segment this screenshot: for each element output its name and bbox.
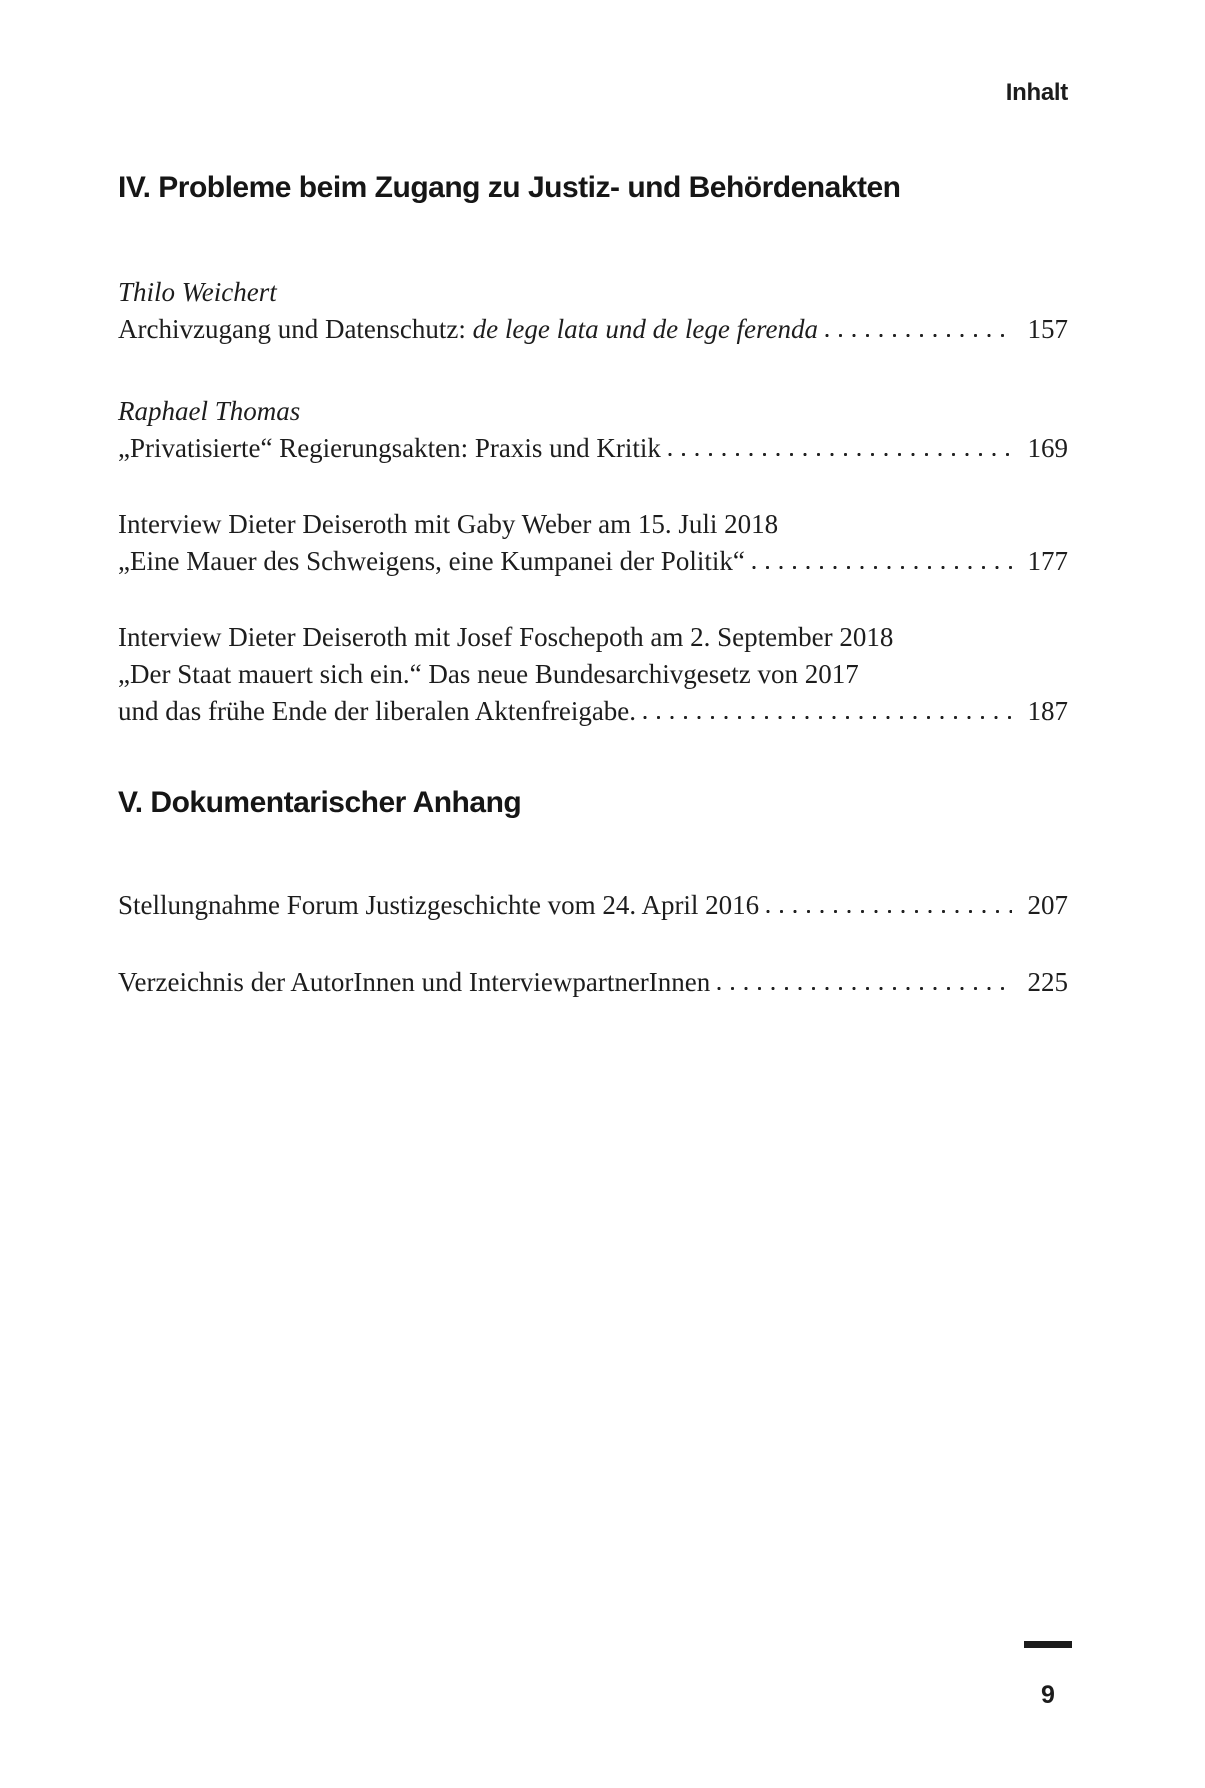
toc-entry-weichert	[118, 274, 1068, 348]
toc-entry-stellungnahme	[118, 887, 1068, 924]
running-head: Inhalt	[1005, 79, 1068, 106]
entry-title	[118, 311, 818, 348]
toc-row	[118, 543, 1068, 580]
entry-line: Interview Dieter Deiseroth mit Gaby Weber am 15. Juli 2018	[118, 509, 779, 539]
entry-page-number: 207	[1027, 890, 1068, 920]
table-of-contents	[118, 170, 1068, 1001]
entry-page-number: 187	[1027, 696, 1068, 726]
toc-entry-verzeichnis	[118, 964, 1068, 1001]
page-number-folio: 9	[1041, 1681, 1055, 1709]
section-heading-iv: IV. Probleme beim Zugang zu Justiz- und Behördenakten	[118, 171, 901, 204]
entry-title: und das frühe Ende der liberalen Aktenfreigabe.	[118, 696, 637, 726]
dot-leader	[668, 452, 1012, 457]
dot-leader	[766, 909, 1012, 914]
footer-rule	[1024, 1641, 1072, 1648]
section-heading-v: V. Dokumentarischer Anhang	[118, 786, 522, 819]
entry-title: „Eine Mauer des Schweigens, eine Kumpanei der Politik“	[118, 546, 745, 576]
toc-entry-foschepoth-interview	[118, 619, 1068, 730]
entry-title-roman: Archivzugang und Datenschutz:	[118, 314, 473, 344]
entry-title: „Privatisierte“ Regierungsakten: Praxis und Kritik	[118, 433, 661, 463]
entry-page-number: 225	[1027, 967, 1068, 997]
entry-page-number: 157	[1027, 314, 1068, 344]
toc-row	[118, 311, 1068, 348]
entry-line: „Der Staat mauert sich ein.“ Das neue Bundesarchivgesetz von 2017	[118, 659, 859, 689]
dot-leader	[825, 333, 1012, 338]
dot-leader	[643, 715, 1012, 720]
entry-author: Thilo Weichert	[118, 277, 277, 307]
entry-title: Verzeichnis der AutorInnen und InterviewpartnerInnen	[118, 967, 711, 997]
toc-row	[118, 430, 1068, 467]
entry-line: Interview Dieter Deiseroth mit Josef Foschepoth am 2. September 2018	[118, 622, 894, 652]
dot-leader	[717, 986, 1012, 991]
entry-author: Raphael Thomas	[118, 396, 301, 426]
toc-row	[118, 887, 1068, 924]
dot-leader	[752, 565, 1012, 570]
entry-page-number: 169	[1027, 433, 1068, 463]
entry-title: Stellungnahme Forum Justizgeschichte vom 24. April 2016	[118, 890, 760, 920]
toc-row	[118, 964, 1068, 1001]
entry-title-italic: de lege lata und de lege ferenda	[472, 314, 819, 344]
toc-entry-thomas	[118, 393, 1068, 467]
toc-entry-weber-interview	[118, 506, 1068, 580]
entry-page-number: 177	[1027, 546, 1068, 576]
toc-row	[118, 693, 1068, 730]
